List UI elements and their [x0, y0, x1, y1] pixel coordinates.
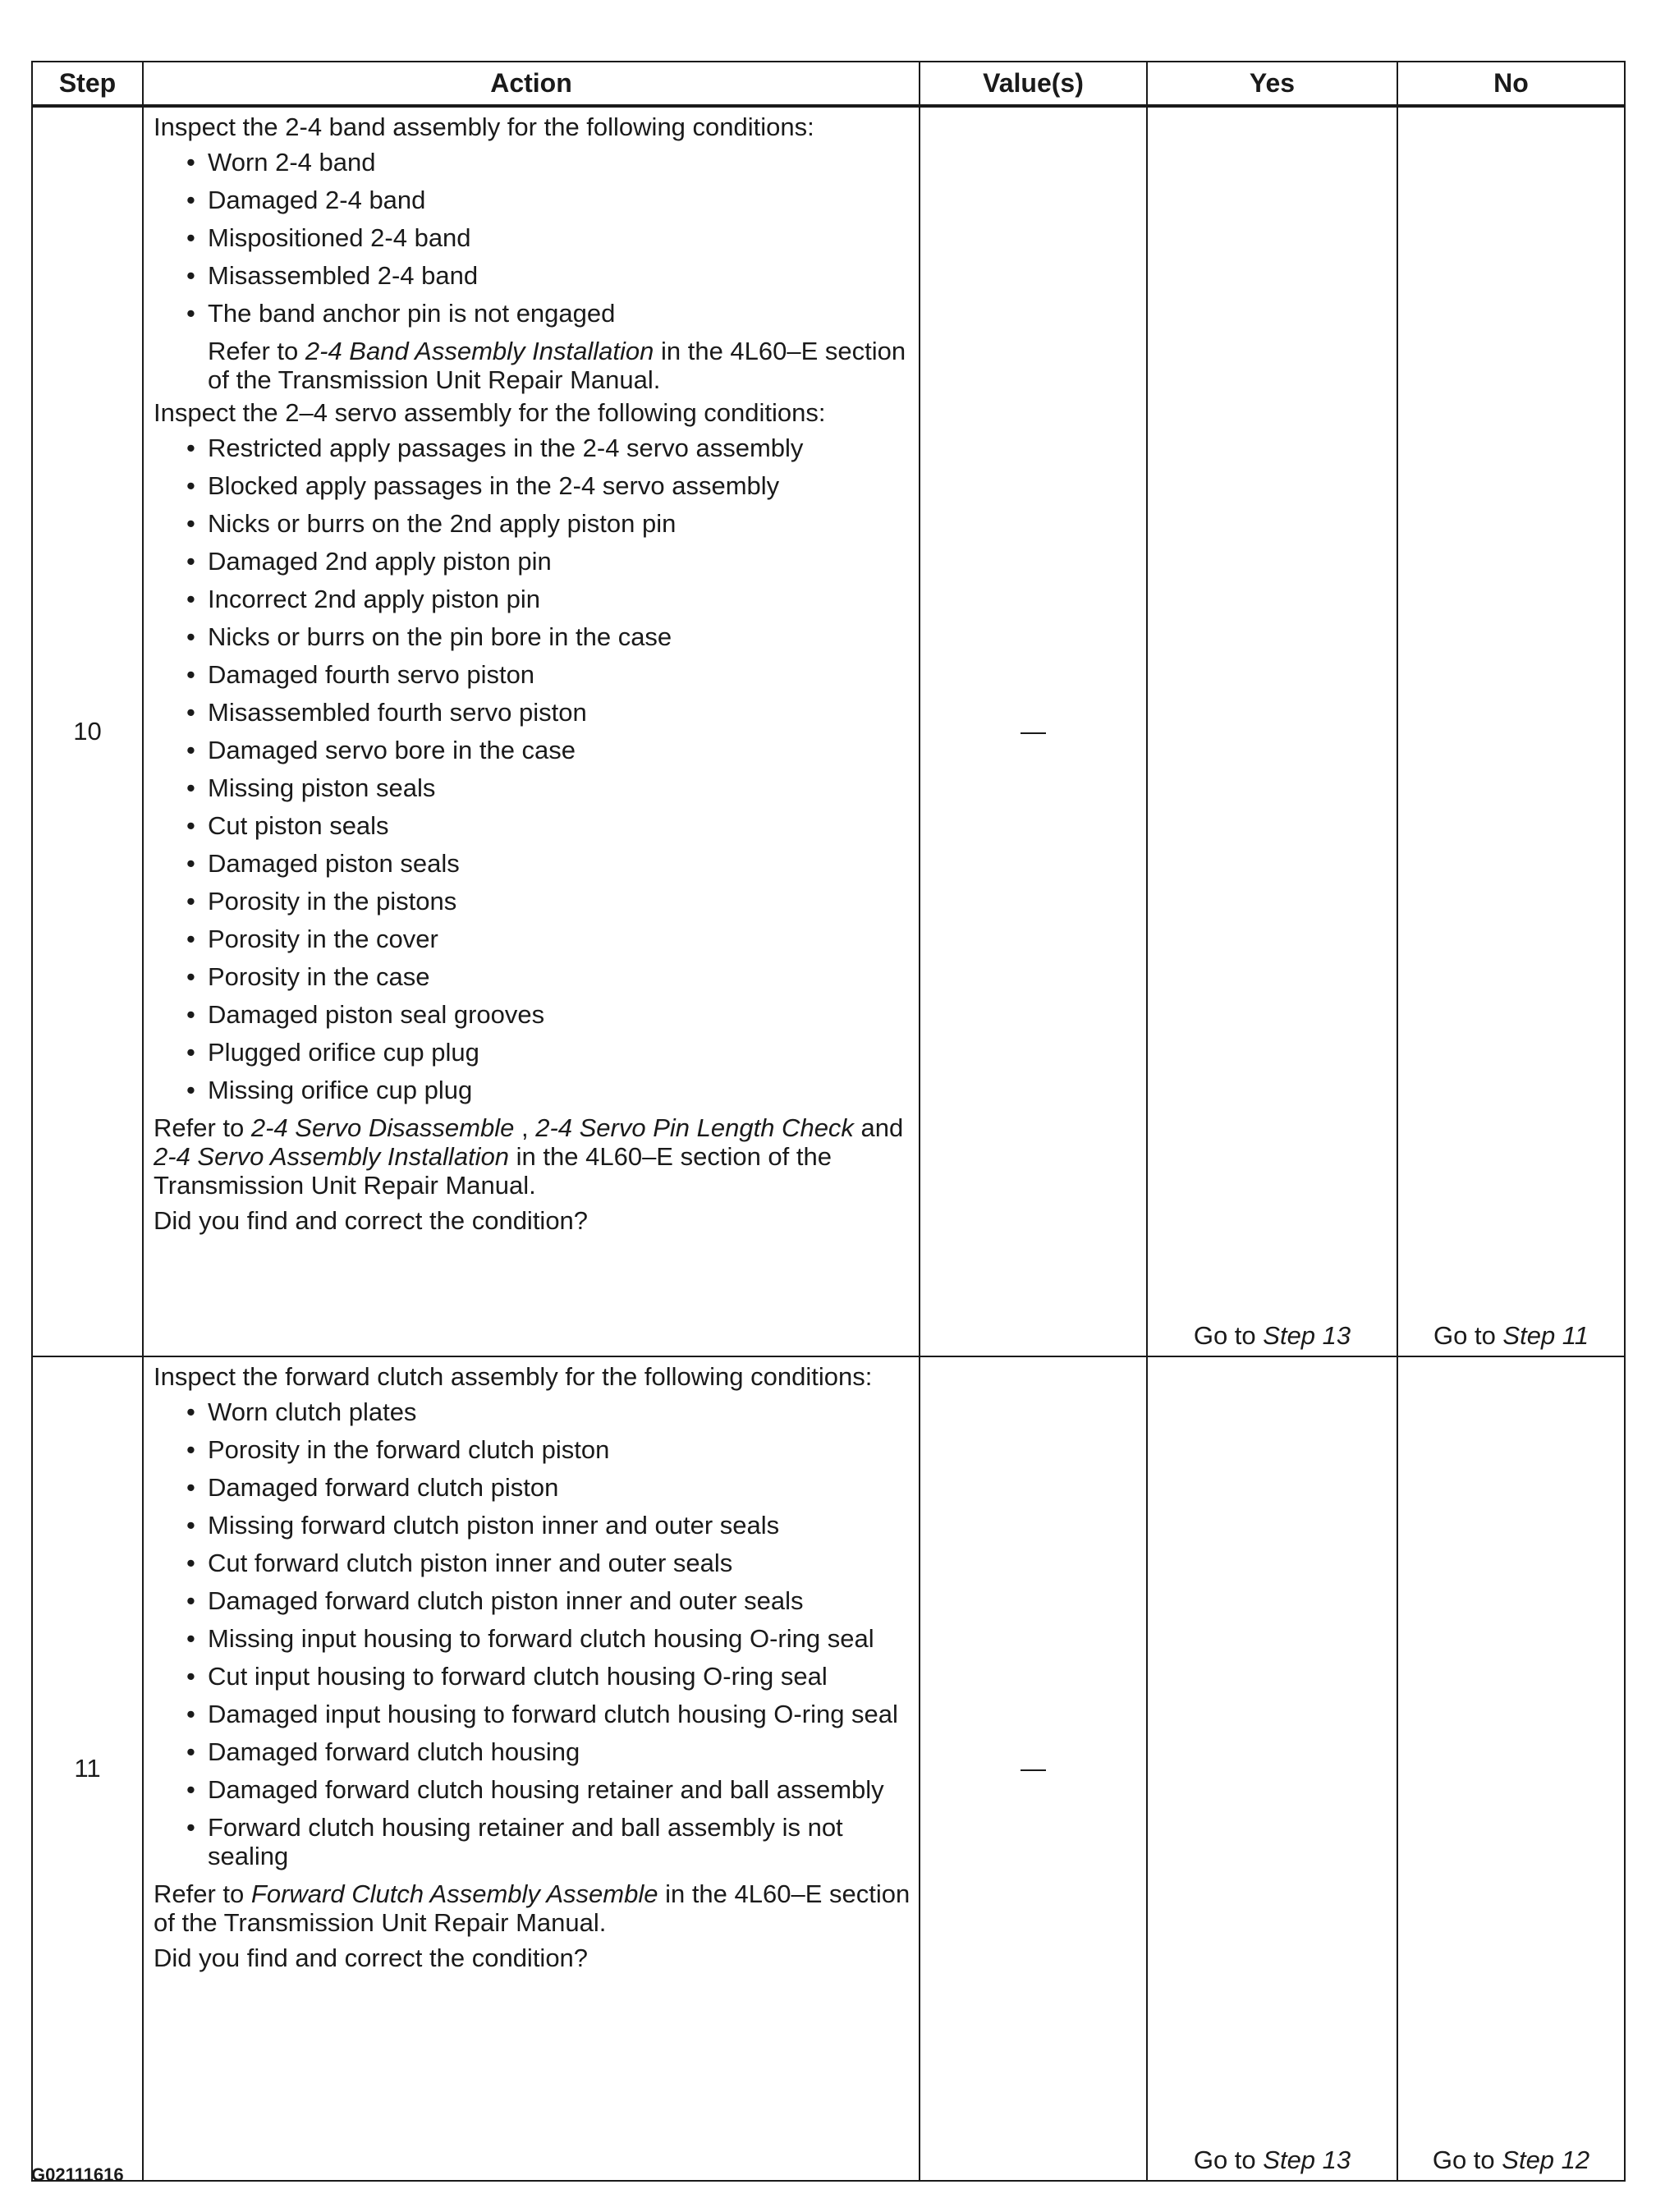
- list-item: • Missing input housing to forward clutch housing O-ring seal: [154, 1624, 912, 1653]
- action-cell: [143, 1356, 920, 2181]
- refer-separator: and: [853, 1113, 904, 1142]
- list-item: • Damaged forward clutch piston inner and outer seals: [154, 1586, 912, 1615]
- clutch-intro: Inspect the forward clutch assembly for the following conditions:: [154, 1362, 873, 1391]
- list-item: • Worn clutch plates: [154, 1397, 912, 1426]
- list-item: • Missing orifice cup plug: [154, 1076, 912, 1104]
- list-item: • Damaged forward clutch piston: [154, 1473, 912, 1502]
- list-item: • Worn 2-4 band: [154, 148, 912, 177]
- value-cell: —: [920, 106, 1147, 1356]
- refer-separator: ,: [514, 1113, 536, 1142]
- header-no: No: [1397, 62, 1625, 106]
- refer-prefix: Refer to: [154, 1879, 251, 1908]
- band-intro: Inspect the 2-4 band assembly for the following conditions:: [154, 112, 814, 141]
- manual-reference: 2-4 Servo Pin Length Check: [535, 1113, 854, 1142]
- list-item: • Blocked apply passages in the 2-4 servo assembly: [154, 471, 912, 500]
- question-text: Did you find and correct the condition?: [154, 1206, 589, 1235]
- list-item: • Porosity in the pistons: [154, 887, 912, 916]
- yes-prefix: Go to: [1193, 2145, 1264, 2174]
- list-item: • Damaged 2nd apply piston pin: [154, 547, 912, 576]
- list-item: • Porosity in the case: [154, 962, 912, 991]
- list-item: • Incorrect 2nd apply piston pin: [154, 585, 912, 613]
- list-item: • Forward clutch housing retainer and ball assembly is not sealing: [154, 1813, 912, 1870]
- yes-cell: [1147, 106, 1397, 1356]
- list-item: • Restricted apply passages in the 2-4 servo assembly: [154, 434, 912, 462]
- list-item: • Damaged forward clutch housing: [154, 1737, 912, 1766]
- list-item: • Nicks or burrs on the 2nd apply piston pin: [154, 509, 912, 538]
- list-item: • Porosity in the cover: [154, 925, 912, 953]
- list-item: • Cut forward clutch piston inner and outer seals: [154, 1549, 912, 1577]
- band-conditions-list: [154, 148, 912, 328]
- question-text: Did you find and correct the condition?: [154, 1944, 589, 1972]
- list-item: • Cut input housing to forward clutch housing O-ring seal: [154, 1662, 912, 1691]
- refer-suffix: in the 4L60–E section of the Transmission Unit Repair Manual.: [208, 337, 906, 394]
- list-item: • Damaged fourth servo piston: [154, 660, 912, 689]
- header-yes: Yes: [1147, 62, 1397, 106]
- header-action: Action: [143, 62, 920, 106]
- list-item: • Cut piston seals: [154, 811, 912, 840]
- list-item: • Misassembled fourth servo piston: [154, 698, 912, 727]
- no-prefix: Go to: [1432, 2145, 1502, 2174]
- list-item: • Damaged 2-4 band: [154, 186, 912, 214]
- no-cell: [1397, 106, 1625, 1356]
- value-cell: —: [920, 1356, 1147, 2181]
- yes-step-link: Step 13: [1263, 1321, 1351, 1350]
- list-item: • Damaged piston seals: [154, 849, 912, 878]
- clutch-conditions-list: [154, 1397, 912, 1870]
- list-item: • Missing forward clutch piston inner and outer seals: [154, 1511, 912, 1540]
- refer-suffix: in the 4L60–E section of the Transmission Unit Repair Manual.: [154, 1142, 832, 1200]
- no-cell: [1397, 1356, 1625, 2181]
- header-step: Step: [32, 62, 143, 106]
- refer-prefix: Refer to: [154, 1113, 251, 1142]
- list-item: • Mispositioned 2-4 band: [154, 223, 912, 252]
- manual-reference: 2-4 Band Assembly Installation: [305, 337, 654, 365]
- list-item: • Damaged forward clutch housing retainer and ball assembly: [154, 1775, 912, 1804]
- list-item: • Porosity in the forward clutch piston: [154, 1435, 912, 1464]
- manual-reference: 2-4 Servo Disassemble: [250, 1113, 515, 1142]
- yes-prefix: Go to: [1193, 1321, 1264, 1350]
- action-cell: [143, 106, 920, 1356]
- table-row-step-10: [32, 106, 1625, 1356]
- yes-cell: [1147, 1356, 1397, 2181]
- servo-refer-text: [154, 1113, 912, 1200]
- list-item: • Misassembled 2-4 band: [154, 261, 912, 290]
- step-number: 11: [32, 1356, 143, 2181]
- no-step-link: Step 11: [1502, 1321, 1589, 1350]
- manual-reference: Forward Clutch Assembly Assemble: [250, 1879, 658, 1908]
- header-row: [32, 62, 1625, 106]
- list-item: • Nicks or burrs on the pin bore in the case: [154, 622, 912, 651]
- table-row-step-11: [32, 1356, 1625, 2181]
- figure-id: G02111616: [31, 2164, 124, 2185]
- clutch-refer-text: [154, 1879, 912, 1937]
- diagnostic-table: [31, 61, 1626, 2182]
- band-refer-text: [154, 337, 912, 394]
- header-values: Value(s): [920, 62, 1147, 106]
- list-item: • Damaged servo bore in the case: [154, 736, 912, 764]
- refer-suffix: in the 4L60–E section of the Transmission Unit Repair Manual.: [154, 1879, 910, 1937]
- servo-intro: Inspect the 2–4 servo assembly for the following conditions:: [154, 398, 826, 427]
- yes-step-link: Step 13: [1263, 2145, 1351, 2174]
- list-item: • Missing piston seals: [154, 773, 912, 802]
- list-item: • Plugged orifice cup plug: [154, 1038, 912, 1067]
- no-prefix: Go to: [1433, 1321, 1503, 1350]
- no-step-link: Step 12: [1502, 2145, 1590, 2174]
- refer-prefix: Refer to: [208, 337, 305, 365]
- step-number: 10: [32, 106, 143, 1356]
- list-item: • Damaged input housing to forward clutch housing O-ring seal: [154, 1700, 912, 1728]
- list-item: • The band anchor pin is not engaged: [154, 299, 912, 328]
- manual-reference: 2-4 Servo Assembly Installation: [154, 1142, 510, 1171]
- list-item: • Damaged piston seal grooves: [154, 1000, 912, 1029]
- servo-conditions-list: [154, 434, 912, 1104]
